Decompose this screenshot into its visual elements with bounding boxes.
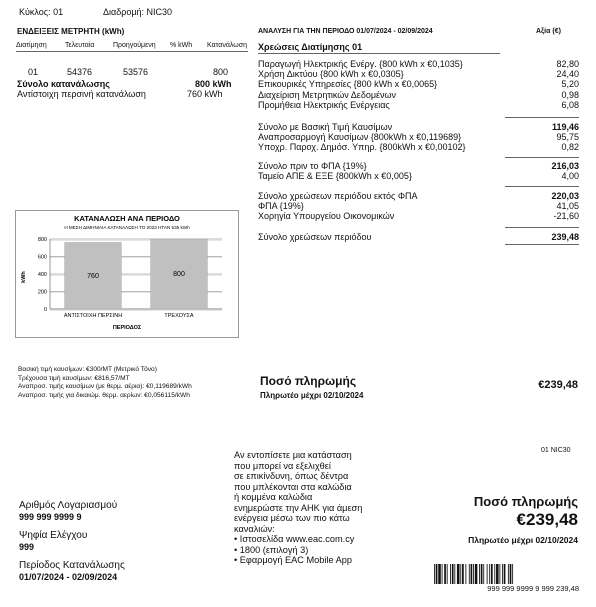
- chart-x-ticks: [64, 313, 194, 319]
- charge-value: 4,00: [561, 171, 579, 182]
- barcode-bar: [457, 564, 460, 584]
- barcode-bar: [444, 564, 446, 584]
- barcode-text: 999 999 9999 9 999 239,48: [487, 584, 579, 593]
- charge-label: Σύνολο πριν το ΦΠΑ {19%}: [258, 161, 367, 171]
- notice-line: • Εφαρμογή EAC Mobile App: [234, 555, 352, 565]
- barcode-bar: [442, 564, 443, 584]
- chart-bar-value-label: 800: [173, 271, 185, 278]
- period-label: Περίοδος Κατανάλωσης: [19, 560, 125, 571]
- total-consumption-label: Σύνολο κατανάλωσης: [17, 79, 110, 89]
- amount-value: €239,48: [538, 379, 578, 391]
- barcode-bar: [483, 564, 484, 584]
- meter-row-last: 54376: [67, 67, 93, 77]
- notice-line: • Ιστοσελίδα www.eac.com.cy: [234, 534, 355, 544]
- meter-row-tariff: 01: [28, 67, 39, 77]
- barcode-bar: [512, 564, 513, 584]
- barcode-bar: [469, 564, 470, 584]
- total-rule: [505, 227, 579, 228]
- meter-col-percent: % kWh: [170, 42, 193, 49]
- prev-consumption-value: 760 kWh: [187, 89, 223, 99]
- chart-y-tick-label: 0: [43, 307, 47, 313]
- slip-amount-label: Ποσό πληρωμής: [473, 494, 578, 509]
- notice-line: που μπλέκονται στα καλώδια: [234, 481, 352, 492]
- chart-x-label: ΠΕΡΙΟΔΟΣ: [112, 325, 142, 331]
- charges-group-4: [258, 191, 418, 222]
- chart-y-ticks: [38, 237, 47, 313]
- charge-value: -21,60: [553, 211, 579, 222]
- fuel-info: [18, 366, 192, 401]
- notice-line: ενημερώστε την ΑΗΚ για άμεση: [234, 502, 363, 513]
- route-label: Διαδρομή: NIC30: [103, 7, 173, 17]
- subtotal-rule-1: [505, 117, 579, 118]
- charges-group-3-values: [520, 161, 579, 181]
- barcode-bar: [465, 564, 466, 584]
- subtotal-value: 216,03: [551, 161, 579, 171]
- barcode-bar: [450, 564, 451, 584]
- analysis-title: ΑΝΑΛΥΣΗ ΓΙΑ ΤΗΝ ΠΕΡΙΟΔΟ 01/07/2024 - 02/09/2024: [258, 28, 433, 35]
- consumption-chart: [15, 210, 239, 338]
- fuel-line: Αναπροσ. τιμής καυσίμων (με θερμ. αέρια): €0,119689/kWh: [18, 383, 192, 391]
- charge-label: Χρήση Δικτύου {800 kWh x €0,0305}: [258, 69, 404, 80]
- barcode-bar: [499, 564, 500, 584]
- charge-value: 5,20: [561, 79, 579, 90]
- chart-category-label: ΤΡΕΧΟΥΣΑ: [164, 313, 194, 319]
- notice-line: που μπορεί να εξελιχθεί: [234, 460, 331, 471]
- barcode-bar: [496, 564, 499, 584]
- chart-title: ΚΑΤΑΝΑΛΩΣΗ ΑΝΑ ΠΕΡΙΟΔΟ: [74, 214, 180, 223]
- chart-y-tick-label: 400: [37, 272, 47, 278]
- barcode-bar: [481, 564, 483, 584]
- barcode-bar: [508, 564, 509, 584]
- section-title: Χρεώσεις Διατίμησης 01: [258, 42, 363, 52]
- notice-line: καναλιών:: [234, 523, 275, 534]
- barcode-bar: [436, 564, 438, 584]
- subtotal-value: 119,46: [551, 122, 579, 132]
- chart-category-label: ΑΝΤΙΣΤΟΙΧΗ ΠΕΡΣΙΝΗ: [63, 313, 123, 319]
- value-header: Αξία (€): [536, 28, 561, 35]
- amount-label: Ποσό πληρωμής: [260, 374, 357, 388]
- slip-code: 01 NIC30: [541, 447, 571, 454]
- total-underline: [505, 244, 579, 245]
- barcode-bar: [471, 564, 473, 584]
- fuel-line: Αναπροσ. τιμής για δικαιώμ. θερμ. αερίων: €0,056115/kWh: [18, 392, 190, 400]
- check-digits-value: 999: [19, 542, 35, 552]
- meter-col-previous: Προηγούμενη: [113, 42, 156, 49]
- charge-value: 6,08: [561, 99, 579, 110]
- meter-row-previous: 53576: [123, 67, 149, 77]
- barcode-bar: [504, 564, 506, 584]
- charge-label: Αναπροσαρμογή Καυσίμων {800kWh x €0,119689}: [258, 132, 462, 143]
- subtotal-value: 220,03: [551, 191, 579, 201]
- fuel-line: Βασική τιμή καυσίμων: €300/ΜΤ (Μετρικό Τόνο): [18, 366, 157, 373]
- barcode-bar: [489, 564, 490, 584]
- barcode: [434, 564, 579, 584]
- barcode-bar: [454, 564, 455, 584]
- meter-divider: [16, 51, 248, 52]
- barcode-bar: [434, 564, 435, 584]
- consumption-chart-svg: [16, 211, 238, 337]
- charge-label: Σύνολο χρεώσεων περιόδου εκτός ΦΠΑ: [258, 191, 418, 201]
- meter-col-consumption: Κατανάλωση: [207, 42, 247, 49]
- barcode-bar: [460, 564, 461, 584]
- charge-label: Χορηγία Υπουργείου Οικονομικών: [258, 211, 395, 222]
- charge-label: Σύνολο με Βασική Τιμή Καυσίμων: [258, 122, 393, 132]
- barcode-bar: [491, 564, 493, 584]
- barcode-bar: [462, 564, 464, 584]
- barcode-bar: [452, 564, 454, 584]
- barcode-bar: [475, 564, 478, 584]
- charge-label: ΦΠΑ {19%}: [258, 201, 304, 212]
- charges-group-2-values: [520, 122, 579, 153]
- chart-subtitle: Η ΜΕΣΗ ΔΙΜΗΝΙΑΙΑ ΚΑΤΑΝΑΛΩΣΗ ΤΟ 2023 ΗΤΑΝ 535 kWh: [64, 225, 190, 230]
- notice-line: σε επικίνδυνη, όπως δέντρα: [234, 471, 349, 481]
- prev-consumption-label: Αντίστοιχη περσινή κατανάλωση: [17, 89, 146, 99]
- due-date-label: Πληρωτέο μέχρι 02/10/2024: [260, 391, 364, 400]
- total-consumption-value: 800 kWh: [195, 79, 232, 89]
- meter-col-tariff: Διατίμηση: [16, 42, 47, 49]
- cycle-label: Κύκλος: 01: [19, 7, 64, 17]
- charge-value: 95,75: [556, 132, 579, 143]
- barcode-bar: [479, 564, 480, 584]
- meter-title: ΕΝΔΕΙΞΕΙΣ ΜΕΤΡΗΤΗ (kWh): [17, 27, 125, 36]
- account-label: Αριθμός Λογαριασμού: [19, 500, 118, 511]
- safety-notice: [234, 450, 362, 566]
- charges-group-1-values: [520, 59, 579, 110]
- charges-group-2: [258, 122, 466, 153]
- barcode-bar: [510, 564, 512, 584]
- charge-label: Επικουρικές Υπηρεσίες {800 kWh x €0,0065}: [258, 79, 438, 90]
- charges-group-1: [258, 59, 463, 110]
- charges-group-3: [258, 161, 412, 181]
- notice-line: Αν εντοπίσετε μια κατάσταση: [234, 450, 352, 460]
- charges-group-4-values: [520, 191, 579, 222]
- period-total-value: 239,48: [551, 232, 579, 242]
- charge-label: Διαχείριση Μετρητικών Δεδομένων: [258, 89, 397, 100]
- charge-value: 0,98: [561, 89, 579, 100]
- barcode-bar: [494, 564, 495, 584]
- barcode-bar: [473, 564, 474, 584]
- charge-value: 0,82: [561, 142, 579, 153]
- period-value: 01/07/2024 - 02/09/2024: [19, 572, 118, 582]
- subtotal-rule-2: [505, 157, 579, 158]
- subtotal-rule-3: [505, 186, 579, 187]
- notice-line: ή κομμένα καλώδια: [234, 492, 313, 502]
- meter-col-last: Τελευταία: [65, 42, 95, 49]
- fuel-line: Τρέχουσα τιμή καυσίμων: €816,57/ΜΤ: [18, 374, 130, 382]
- notice-line: ενέργεια μέσω των πιο κάτω: [234, 513, 350, 523]
- charge-label: Παραγωγή Ηλεκτρικής Ενέργ. {800 kWh x €0,1035}: [258, 59, 463, 69]
- chart-y-tick-label: 200: [37, 289, 47, 296]
- charge-label: Υποχρ. Παροχ. Δημόσ. Υπηρ. {800kWh x €0,00102}: [258, 142, 466, 153]
- period-total-label: Σύνολο χρεώσεων περιόδου: [258, 232, 372, 242]
- charge-label: Ταμείο ΑΠΕ & ΕΞΕ {800kWh x €0,005}: [258, 171, 412, 182]
- charge-label: Προμήθεια Ηλεκτρικής Ενέργειας: [258, 99, 390, 110]
- account-value: 999 999 9999 9: [19, 512, 82, 522]
- chart-y-tick-label: 600: [37, 254, 47, 261]
- slip-due-date: Πληρωτέο μέχρι 02/10/2024: [468, 535, 578, 545]
- section-divider: [258, 53, 500, 54]
- charge-value: 41,05: [556, 201, 579, 212]
- chart-y-label: kWh: [21, 271, 27, 283]
- notice-line: • 1800 (επιλογή 3): [234, 544, 309, 555]
- barcode-bar: [438, 564, 441, 584]
- charge-value: 82,80: [556, 59, 579, 69]
- barcode-bar: [502, 564, 503, 584]
- chart-y-tick-label: 800: [37, 237, 47, 243]
- barcode-bar: [487, 564, 488, 584]
- check-digits-label: Ψηφία Ελέγχου: [19, 530, 88, 541]
- barcode-bar: [447, 564, 448, 584]
- charge-value: 24,40: [556, 69, 579, 80]
- slip-amount-value: €239,48: [516, 510, 578, 529]
- chart-bar-value-label: 760: [87, 272, 99, 280]
- meter-row-consumption: 800: [213, 67, 229, 77]
